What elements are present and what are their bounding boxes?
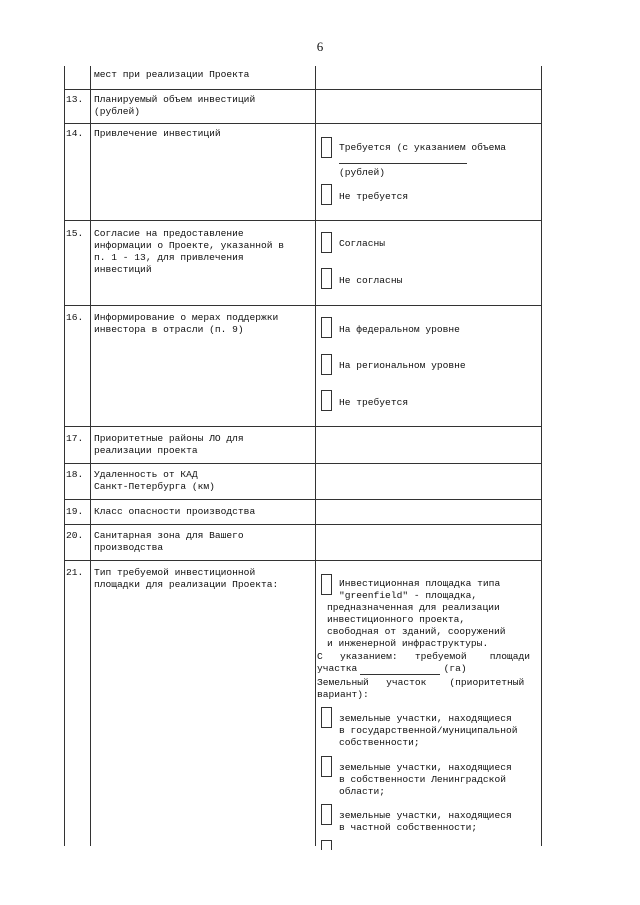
checkbox-leningrad-region[interactable] xyxy=(321,756,332,777)
checkbox-disagree[interactable] xyxy=(321,268,332,289)
checkbox-agree[interactable] xyxy=(321,232,332,253)
table-border-left xyxy=(64,66,65,846)
row-label-20: Санитарная зона для Вашего производства xyxy=(94,530,244,553)
row-label-18: Удаленность от КАД Санкт-Петербурга (км) xyxy=(94,469,215,492)
table-border-mid xyxy=(315,66,316,846)
row-divider xyxy=(64,524,542,525)
amount-blank-line xyxy=(339,163,467,164)
table-border-right xyxy=(541,66,542,846)
option-greenfield: Инвестиционная площадка типа "greenfield" - площадка, xyxy=(339,578,501,601)
checkbox-support-not-required[interactable] xyxy=(321,390,332,411)
row-label-19: Класс опасности производства xyxy=(94,506,256,517)
option-not-required: Не требуется xyxy=(339,191,409,202)
row-number-19: 19. xyxy=(66,506,84,517)
checkbox-private[interactable] xyxy=(321,804,332,825)
row-divider xyxy=(64,426,542,427)
option-state-municipal: земельные участки, находящиеся в государственной/муниципальной собственности; xyxy=(339,713,518,748)
row-divider xyxy=(64,123,542,124)
option-federal: На федеральном уровне xyxy=(339,324,460,335)
checkbox-regional[interactable] xyxy=(321,354,332,375)
area-requirement: С указанием: требуемой площади участка (га) xyxy=(317,651,531,674)
row-number-15: 15. xyxy=(66,228,84,239)
checkbox-required[interactable] xyxy=(321,137,332,158)
row-label-13: Планируемый объем инвестиций (рублей) xyxy=(94,94,256,117)
land-plot-priority: Земельный участок (приоритетный вариант): xyxy=(317,677,525,700)
option-rubles-note: (рублей) xyxy=(339,167,386,178)
option-required: Требуется (с указанием объема xyxy=(339,142,506,153)
row-number-18: 18. xyxy=(66,469,84,480)
option-disagree: Не согласны xyxy=(339,275,403,286)
row-divider xyxy=(64,499,542,500)
row-divider xyxy=(64,89,542,90)
row-divider xyxy=(64,560,542,561)
page-number: 6 xyxy=(316,39,324,54)
row-number-20: 20. xyxy=(66,530,84,541)
row-number-16: 16. xyxy=(66,312,84,323)
option-leningrad-region: земельные участки, находящиеся в собственности Ленинградской области; xyxy=(339,762,512,797)
greenfield-description: предназначенная для реализации инвестиционного проекта, свободная от зданий, сооружений и инженерной инфраструктуры. xyxy=(327,602,506,649)
row-label-continuation: мест при реализации Проекта xyxy=(94,69,250,80)
area-blank-line xyxy=(360,674,440,675)
checkbox-federal[interactable] xyxy=(321,317,332,338)
row-number-14: 14. xyxy=(66,128,84,139)
row-label-14: Привлечение инвестиций xyxy=(94,128,221,139)
option-agree: Согласны xyxy=(339,238,386,249)
row-label-17: Приоритетные районы ЛО для реализации проекта xyxy=(94,433,244,456)
option-regional: На региональном уровне xyxy=(339,360,466,371)
table-border-num xyxy=(90,66,91,846)
row-divider xyxy=(64,220,542,221)
checkbox-next-option[interactable] xyxy=(321,840,332,850)
checkbox-not-required[interactable] xyxy=(321,184,332,205)
checkbox-greenfield[interactable] xyxy=(321,574,332,595)
row-label-16: Информирование о мерах поддержки инвестора в отрасли (п. 9) xyxy=(94,312,279,335)
row-divider xyxy=(64,463,542,464)
row-label-15: Согласие на предоставление информации о Проекте, указанной в п. 1 - 13, для привлечения инвестиций xyxy=(94,228,284,275)
option-support-not-required: Не требуется xyxy=(339,397,409,408)
row-number-17: 17. xyxy=(66,433,84,444)
row-number-21: 21. xyxy=(66,567,84,578)
row-number-13: 13. xyxy=(66,94,84,105)
row-label-21: Тип требуемой инвестиционной площадки для реализации Проекта: xyxy=(94,567,279,590)
row-divider xyxy=(64,305,542,306)
checkbox-state-municipal[interactable] xyxy=(321,707,332,728)
option-private: земельные участки, находящиеся в частной собственности; xyxy=(339,810,512,833)
